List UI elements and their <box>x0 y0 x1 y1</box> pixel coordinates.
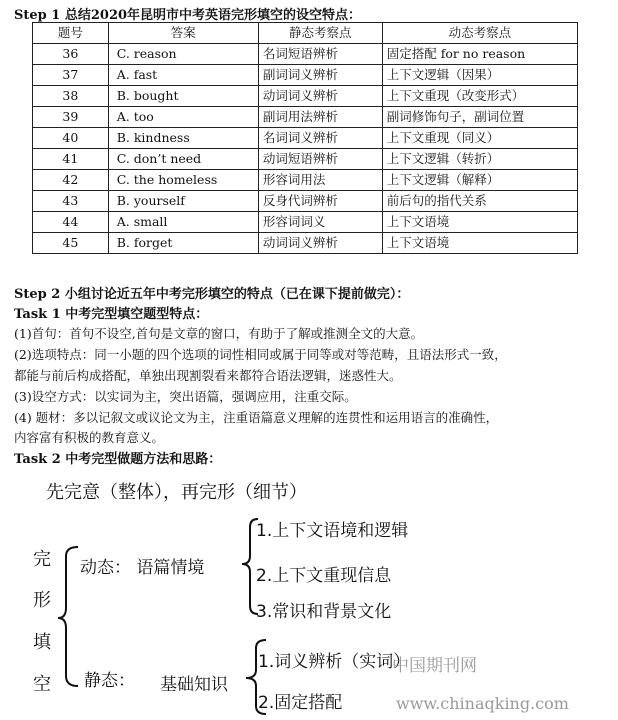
cell-no: 37 <box>33 65 109 86</box>
cell-dynamic: 上下文重现（改变形式） <box>382 86 577 107</box>
cell-no: 44 <box>33 212 109 233</box>
static-label: 静态： <box>84 671 135 691</box>
cell-no: 43 <box>33 191 109 212</box>
header-answer: 答案 <box>108 23 258 44</box>
static-item: 2.固定搭配 <box>258 693 343 713</box>
watermark-cn: 中国期刊网 <box>392 656 477 676</box>
cell-static: 副词词义辨析 <box>258 65 382 86</box>
dynamic-label: 动态： 语篇情境 <box>80 558 205 578</box>
cell-answer: B. kindness <box>108 128 258 149</box>
root-char: 填 <box>33 632 51 653</box>
cell-no: 36 <box>33 44 109 65</box>
dynamic-item: 1.上下文语境和逻辑 <box>256 521 409 541</box>
task1-point: (3)设空方式：以实词为主，突出语篇，强调应用，注重交际。 <box>14 389 357 404</box>
static-item: 1.词义辨析（实词） <box>258 652 411 672</box>
cell-no: 45 <box>33 233 109 254</box>
cell-answer: C. the homeless <box>108 170 258 191</box>
step1-title: Step 1 总结2020年昆明市中考英语完形填空的设空特点： <box>14 8 362 23</box>
header-question-no: 题号 <box>33 23 109 44</box>
cell-no: 38 <box>33 86 109 107</box>
cell-no: 41 <box>33 149 109 170</box>
cell-dynamic: 上下文逻辑（因果） <box>382 65 577 86</box>
cell-static: 名词词义辨析 <box>258 128 382 149</box>
cell-dynamic: 上下文逻辑（解释） <box>382 170 577 191</box>
task1-point: 都能与前后构成搭配，单独出现割裂看来都符合语法逻辑，迷惑性大。 <box>14 368 402 383</box>
static-sub-label: 基础知识 <box>160 675 228 695</box>
cell-answer: C. reason <box>108 44 258 65</box>
cell-dynamic: 上下文逻辑（转折） <box>382 149 577 170</box>
cell-static: 副词用法辨析 <box>258 107 382 128</box>
dynamic-item: 2.上下文重现信息 <box>256 566 392 586</box>
cell-static: 形容词词义 <box>258 212 382 233</box>
cell-static: 动词词义辨析 <box>258 233 382 254</box>
cell-answer: C. don’t need <box>108 149 258 170</box>
task2-title: Task 2 中考完型做题方法和思路： <box>14 452 222 467</box>
dynamic-item: 3.常识和背景文化 <box>256 602 392 622</box>
cell-answer: B. yourself <box>108 191 258 212</box>
header-dynamic-point: 动态考察点 <box>382 23 577 44</box>
cell-answer: A. fast <box>108 65 258 86</box>
watermark-url: www.chinaqking.com <box>396 694 569 713</box>
cell-answer: B. bought <box>108 86 258 107</box>
main-bracket <box>58 547 78 686</box>
task1-point: 内容富有积极的教育意义。 <box>14 430 165 445</box>
cell-dynamic: 上下文重现（同义） <box>382 128 577 149</box>
cell-answer: A. small <box>108 212 258 233</box>
diagram-heading: 先完意（整体），再完形（细节） <box>46 482 307 503</box>
cell-answer: B. forget <box>108 233 258 254</box>
cell-dynamic: 副词修饰句子，副词位置 <box>382 107 577 128</box>
step2-title: Step 2 小组讨论近五年中考完形填空的特点（已在课下提前做完）： <box>14 287 410 302</box>
cell-static: 反身代词辨析 <box>258 191 382 212</box>
cell-dynamic: 固定搭配 for no reason <box>382 44 577 65</box>
cell-no: 40 <box>33 128 109 149</box>
root-char: 空 <box>33 674 51 695</box>
task1-point: (2)选项特点：同一小题的四个选项的词性相同或属于同等或对等范畴，且语法形式一致， <box>14 347 507 362</box>
cell-dynamic: 上下文语境 <box>382 233 577 254</box>
cell-static: 动词词义辨析 <box>258 86 382 107</box>
task1-title: Task 1 中考完型填空题型特点： <box>14 307 209 322</box>
root-char: 形 <box>33 590 51 611</box>
task1-point: (4) 题材：多以记叙文或议论文为主，注重语篇意义理解的连贯性和运用语言的准确性， <box>14 410 499 425</box>
cell-no: 42 <box>33 170 109 191</box>
cell-static: 名词短语辨析 <box>258 44 382 65</box>
cell-no: 39 <box>33 107 109 128</box>
cell-dynamic: 上下文语境 <box>382 212 577 233</box>
header-static-point: 静态考察点 <box>258 23 382 44</box>
task1-point: (1)首句：首句不设空,首句是文章的窗口，有助于了解或推测全文的大意。 <box>14 326 424 341</box>
cell-static: 形容词用法 <box>258 170 382 191</box>
cell-static: 动词短语辨析 <box>258 149 382 170</box>
root-char: 完 <box>33 549 51 570</box>
cell-answer: A. too <box>108 107 258 128</box>
cell-dynamic: 前后句的指代关系 <box>382 191 577 212</box>
